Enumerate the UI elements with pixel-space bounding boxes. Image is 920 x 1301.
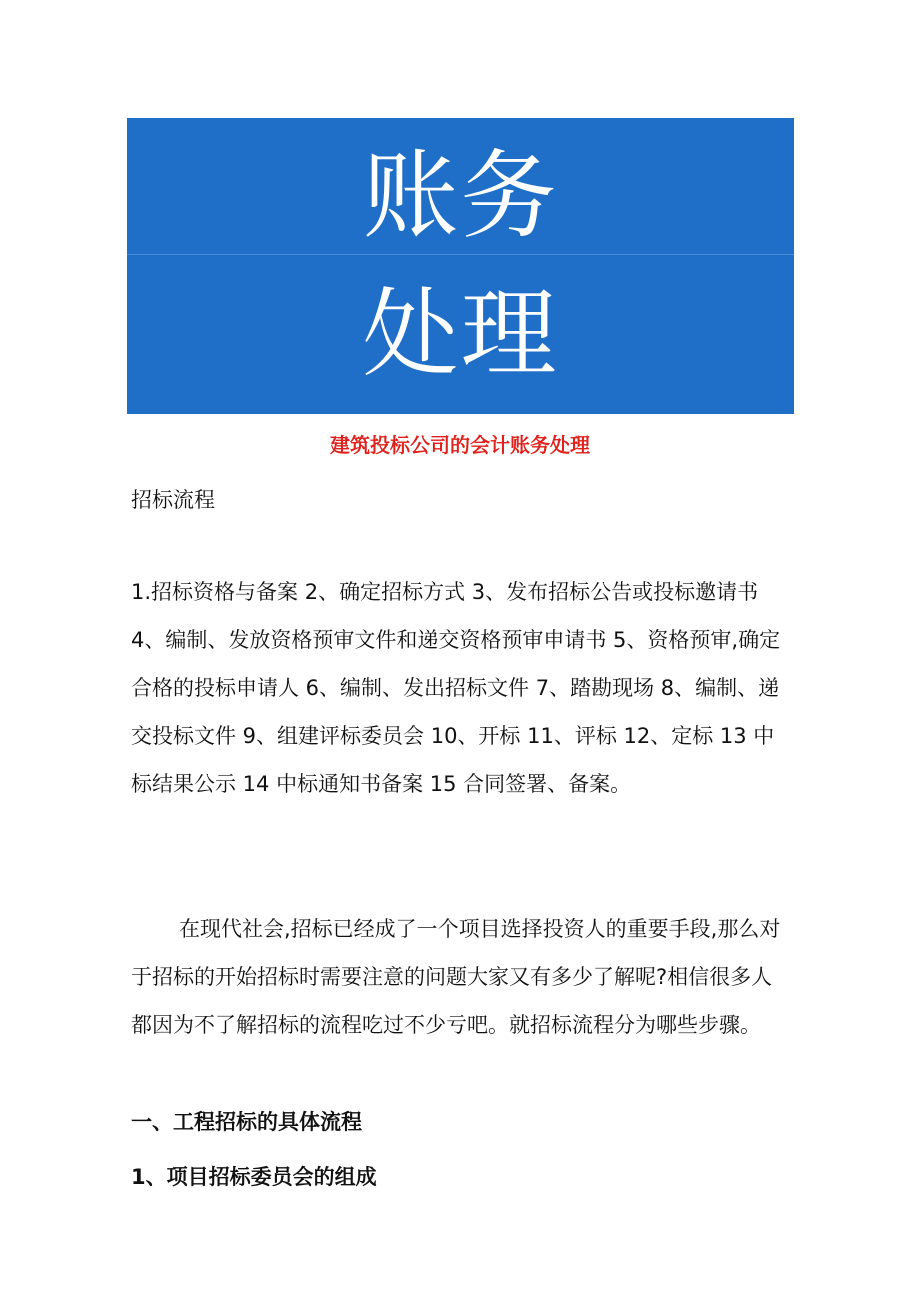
section-label: 招标流程 <box>131 488 215 512</box>
document-title: 建筑投标公司的会计账务处理 <box>330 433 590 457</box>
intro-paragraph: 在现代社会,招标已经成了一个项目选择投资人的重要手段,那么对于招标的开始招标时需要注意的问题大家又有多少了解呢?相信很多人都因为不了解招标的流程吃过不少亏吧。就招标流程分为哪些步骤。 <box>131 917 781 1037</box>
cover-banner <box>127 118 794 414</box>
cover-title-line-1: 账务 <box>362 140 559 252</box>
heading-level-2: 1、项目招标委员会的组成 <box>131 1165 377 1189</box>
steps-paragraph: 1.招标资格与备案 2、确定招标方式 3、发布招标公告或投标邀请书 4、编制、发放资格预审文件和递交资格预审申请书 5、资格预审,确定合格的投标申请人 6、编制、发出招标文件 7、踏勘现场 8、编制、递交投标文件 9、组建评标委员会 10、开标 11、评标 12、定标 13 中标结果公示 14 中标通知书备案 15 合同签署、备案。 <box>131 580 781 796</box>
cover-title-line-2: 处理 <box>362 278 559 390</box>
heading-level-1: 一、工程招标的具体流程 <box>131 1110 362 1134</box>
cover-divider <box>127 254 794 255</box>
